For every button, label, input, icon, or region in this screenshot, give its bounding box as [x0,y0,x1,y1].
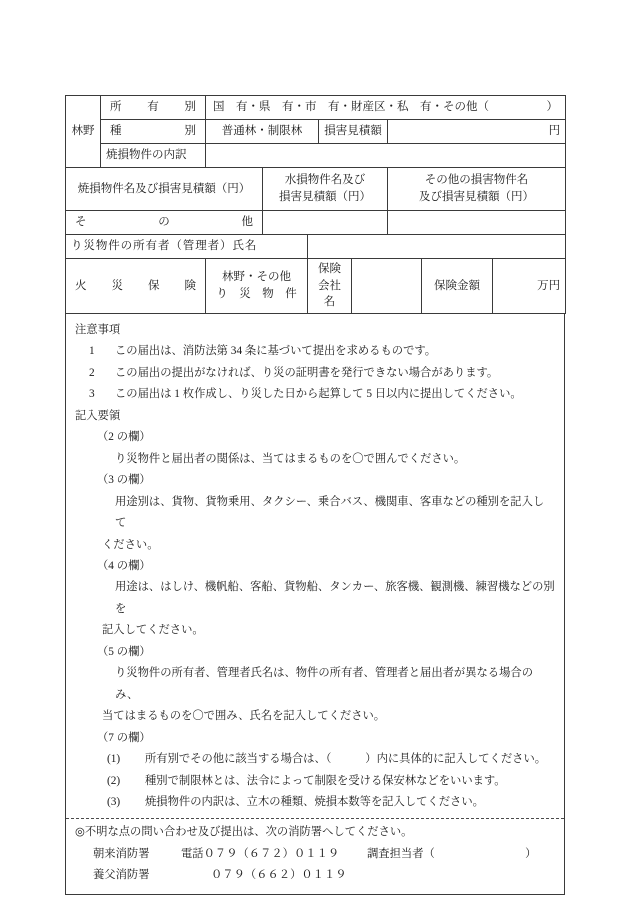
fire-damage-report-form [65,95,565,895]
breakdown-label-cell [101,144,206,168]
instruction-section-line: り災物件の所有者、管理者氏名は、物件の所有者、管理者と届出者が異なる場合のみ、 [115,667,533,701]
instruction-section-line: り災物件と届出者の関係は、当てはまるものを〇で囲んでください。 [115,452,466,465]
burned-items-header: 焼損物件名及び損害見積額（円） [77,182,251,195]
instruction-section-line: 当てはまるものを〇で囲み、氏名を記入してください。 [102,710,386,723]
contact-row [93,844,555,865]
forest-label-text: 林野 [71,125,95,138]
fire-insurance-label-char-2: 災 [111,279,123,292]
instruction-section-line: 用途は、はしけ、機帆船、客船、貨物船、タンカー、旅客機、観測機、練習機などの別を [115,581,555,615]
note-item [89,341,555,362]
damage-estimate-label-cell [319,120,388,144]
form-table [65,95,566,314]
dotted-divider [66,818,564,819]
ownership-options-cell[interactable] [206,96,566,120]
other-label-char-3: 他 [241,216,253,229]
instruction-section-line: 用途別は、貨物、貨物乗用、タクシー、乗合バス、機関車、客車などの種別を記入して [115,495,545,530]
other-damage-header-line2: 及び損害見積額（円） [419,191,535,203]
fire-insurance-label-char-1: 火 [75,279,87,292]
burned-items-header-cell [66,168,263,211]
water-damage-header-line1: 水損物件名及び [284,174,366,187]
owner-name-label-cell [66,235,308,259]
ownership-label-cell [101,96,206,120]
paragraph-text: 所有別でその他に該当する場合は、（ ）内に具体的に記入してください。 [145,753,547,766]
paragraph-text: 種別で制限林とは、法令によって制限を受ける保安林などをいいます。 [145,774,506,787]
insurance-amount-value-cell[interactable] [493,259,566,314]
fire-station-name: 養父消防署 [93,869,150,882]
other-other-value-cell[interactable] [388,211,566,235]
other-water-value-cell[interactable] [263,211,388,235]
note-item [89,384,555,405]
table-row-burn-breakdown [66,144,566,168]
damage-estimate-value-cell[interactable] [388,120,566,144]
note-item [89,363,555,384]
other-label [71,214,257,231]
fire-station-phone: 電話０７９（６７２）０１１９ [181,847,340,860]
instruction-section-title: （2 の欄） [97,431,151,444]
inspector-field [397,865,555,886]
damage-estimate-unit: 円 [548,125,561,138]
instruction-section-line: 記入してください。 [102,624,204,637]
ownership-options-text: 国 有・県 有・市 有・財産区・私 有・その他（ ） [213,101,559,114]
instruction-section-line: ください。 [102,538,159,551]
insurance-amount-label-cell [422,259,493,314]
table-row-owner-name [66,235,566,259]
instruction-section-title: （3 の欄） [97,474,151,487]
fire-insurance-label-char-3: 保 [148,279,160,292]
insured-object-cell [206,259,308,314]
kind-label-char-1: 種 [110,125,122,138]
note-number: 1 [89,345,95,358]
contact-heading: ◎不明な点の問い合わせ及び提出は、次の消防署へしてください。 [75,826,413,839]
fire-station-phone: ０７９（６６２）０１１９ [211,869,347,882]
water-damage-header-cell [263,168,388,211]
fire-station-name: 朝来消防署 [93,847,150,860]
breakdown-value-cell[interactable] [206,144,566,168]
insurance-company-label: 保険会社名 [318,263,341,309]
insured-object-line1: 林野・その他 [222,271,291,284]
note-text: この届出は、消防法第 34 条に基づいて提出を求めるものです。 [115,345,437,358]
breakdown-label: 焼損物件の内訳 [106,149,187,162]
fire-insurance-label-cell [66,259,206,314]
notes-block [65,314,565,895]
instruction-paragraph [107,771,555,792]
insured-object-line2: り 災 物 件 [216,288,297,300]
table-row-other [66,211,566,235]
instruction-paragraph [107,749,555,770]
instruction-section-title: （4 の欄） [97,560,151,572]
ownership-label [106,99,200,116]
note-text: この届出は 1 枚作成し、り災した日から起算して 5 日以内に提出してください。 [115,388,522,401]
note-number: 2 [89,366,95,379]
table-row-damage-headers [66,168,566,211]
notes-heading: 注意事項 [75,324,121,337]
table-row-ownership [66,96,566,120]
other-damage-header-line1: その他の損害物件名 [424,174,529,187]
instruction-section-title: （5 の欄） [97,645,151,658]
other-damage-header-cell [388,168,566,211]
insurance-company-label-cell [308,259,352,314]
paragraph-number: (1) [107,753,121,766]
other-label-char-1: そ [75,216,87,229]
insurance-company-value-cell[interactable] [352,259,422,314]
ownership-label-char-3: 別 [184,101,196,114]
paragraph-number: (3) [107,795,121,808]
paragraph-number: (2) [107,774,121,787]
ownership-label-char-2: 有 [147,101,159,114]
ownership-label-char-1: 所 [110,101,122,114]
instruction-paragraph [107,792,555,813]
kind-options-cell[interactable] [206,120,319,144]
kind-options-text: 普通林・制限林 [221,125,303,138]
kind-label [106,123,200,140]
inspector-field[interactable]: 調査担当者（ ） [367,847,537,860]
owner-name-value-cell[interactable] [308,235,566,259]
kind-label-char-2: 別 [184,125,196,138]
other-label-char-2: の [158,216,170,229]
note-text: この届出の提出がなければ、り災の証明書を発行できない場合があります。 [115,366,499,379]
fire-insurance-label-char-4: 険 [184,279,196,292]
instruction-section-title: （7 の欄） [97,731,151,744]
damage-estimate-label: 損害見積額 [324,125,382,138]
note-number: 3 [89,388,95,401]
kind-label-cell [101,120,206,144]
table-row-kind [66,120,566,144]
table-row-fire-insurance [66,259,566,314]
instructions-heading: 記入要領 [75,409,121,422]
other-label-cell [66,211,263,235]
fire-insurance-label [71,278,200,295]
paragraph-text: 焼損物件の内訳は、立木の種類、焼損本数等を記入してください。 [145,795,484,808]
insurance-amount-unit: 万円 [537,279,561,292]
water-damage-header-line2: 損害見積額（円） [279,191,371,203]
insurance-amount-label: 保険金額 [434,279,480,292]
owner-name-label: り災物件の所有者（管理者）氏名 [71,240,258,253]
forest-row-label [66,96,101,168]
contact-row [93,865,555,886]
